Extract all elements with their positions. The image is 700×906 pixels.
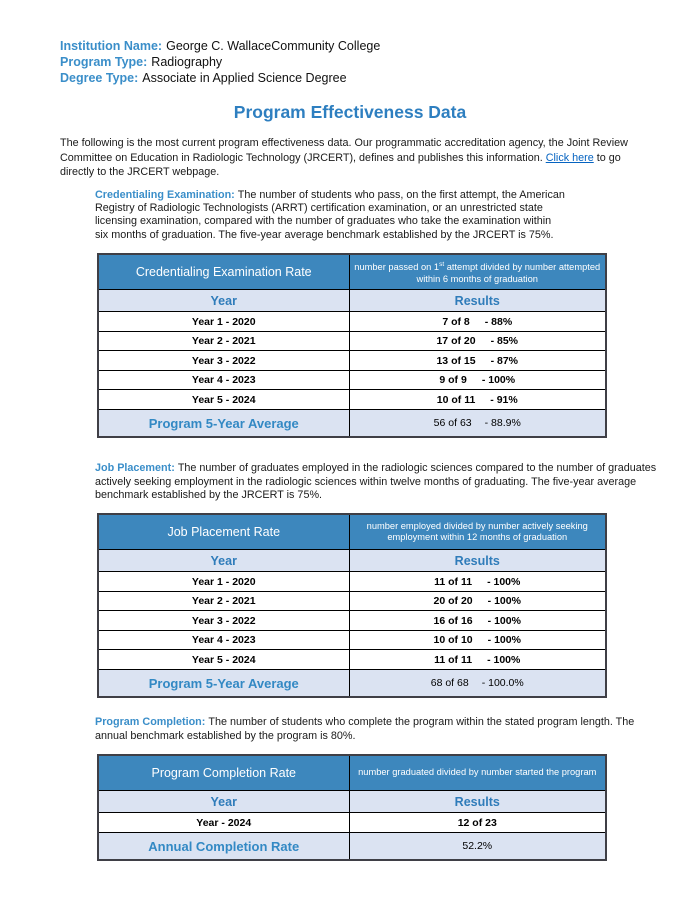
result-fraction: 16 of 16	[433, 614, 473, 627]
result-percent: - 100.0%	[481, 677, 524, 690]
superscript-st: st	[439, 260, 445, 268]
result-percent: - 100%	[481, 374, 516, 387]
table-row	[98, 390, 606, 410]
institution-name-line	[60, 38, 700, 54]
five-year-average-label: Program 5-Year Average	[98, 669, 349, 697]
annual-completion-rate-result: 52.2%	[349, 832, 606, 860]
credentialing-section-label: Credentialing Examination:	[95, 188, 235, 201]
table-row	[98, 331, 606, 351]
job-placement-table-title: Job Placement Rate	[98, 514, 349, 550]
result-fraction: 7 of 8	[442, 315, 470, 328]
year-cell: Year 5 - 2024	[98, 650, 349, 670]
credentialing-table	[97, 253, 607, 439]
result-fraction: 10 of 10	[433, 634, 473, 647]
credentialing-section-paragraph	[95, 189, 565, 242]
credentialing-average-row	[98, 409, 606, 437]
completion-section-paragraph	[95, 716, 661, 743]
result-percent: - 88%	[484, 315, 513, 328]
degree-type-label: Degree Type:	[60, 71, 139, 85]
job-placement-average-row	[98, 669, 606, 697]
result-cell	[349, 390, 606, 410]
year-cell: Year - 2024	[98, 813, 349, 833]
result-cell	[349, 351, 606, 371]
result-percent: - 100%	[487, 575, 521, 588]
five-year-average-result	[349, 669, 606, 697]
year-cell: Year 4 - 2023	[98, 630, 349, 650]
result-fraction: 20 of 20	[433, 595, 473, 608]
result-fraction: 9 of 9	[439, 374, 467, 387]
completion-section-label: Program Completion:	[95, 716, 206, 729]
table-row	[98, 611, 606, 631]
result-percent: - 100%	[487, 614, 521, 627]
jrcert-webpage-link[interactable]: Click here	[545, 151, 594, 164]
result-fraction: 68 of 68	[430, 677, 469, 690]
completion-subheader-row	[98, 791, 606, 813]
credentialing-table-header-row	[98, 254, 606, 290]
job-placement-section-paragraph	[95, 462, 661, 502]
result-percent: - 88.9%	[484, 417, 521, 430]
result-fraction: 17 of 20	[436, 335, 476, 348]
completion-table-header-row	[98, 755, 606, 791]
institution-name-label: Institution Name:	[60, 39, 163, 53]
year-cell: Year 2 - 2021	[98, 331, 349, 351]
result-percent: - 91%	[490, 393, 518, 406]
result-cell	[349, 331, 606, 351]
result-cell	[349, 650, 606, 670]
job-placement-subheader-row	[98, 550, 606, 572]
year-cell: Year 1 - 2020	[98, 572, 349, 592]
result-percent: - 100%	[487, 634, 521, 647]
result-percent: - 85%	[490, 335, 519, 348]
job-placement-table-formula: number employed divided by number actively seeking employment within 12 months of graduation	[349, 514, 606, 550]
result-cell	[349, 572, 606, 592]
completion-year-header: Year	[98, 791, 349, 813]
result-percent: - 100%	[487, 653, 521, 666]
result-cell: 12 of 23	[349, 813, 606, 833]
credentialing-subheader-row	[98, 290, 606, 312]
intro-text-after-link: to go directly to the JRCERT webpage.	[60, 151, 621, 179]
year-cell: Year 1 - 2020	[98, 312, 349, 332]
year-cell: Year 3 - 2022	[98, 351, 349, 371]
job-placement-year-header: Year	[98, 550, 349, 572]
page-title: Program Effectiveness Data	[233, 102, 467, 122]
completion-table	[97, 754, 607, 862]
year-cell: Year 2 - 2021	[98, 591, 349, 611]
job-placement-section-label: Job Placement:	[95, 462, 175, 475]
job-placement-section-description: The number of graduates employed in the radiologic sciences compared to the number of graduates actively seeking employment in the radiologic sciences within twelve months of graduating. The five-year average benchmark established by the JRCERT is 75%.	[95, 462, 657, 501]
result-cell	[349, 611, 606, 631]
five-year-average-result	[349, 409, 606, 437]
program-type-label: Program Type:	[60, 55, 148, 69]
year-cell: Year 3 - 2022	[98, 611, 349, 631]
job-placement-table-header-row	[98, 514, 606, 550]
completion-results-header: Results	[349, 791, 606, 813]
year-cell: Year 4 - 2023	[98, 370, 349, 390]
table-row	[98, 650, 606, 670]
completion-table-formula: number graduated divided by number started the program	[349, 755, 606, 791]
result-percent: - 87%	[490, 354, 519, 367]
result-percent: - 100%	[487, 595, 521, 608]
intro-paragraph	[60, 136, 652, 180]
table-row	[98, 572, 606, 592]
table-row	[98, 813, 606, 833]
credentialing-table-formula: number passed on 1st attempt divided by number attempted within 6 months of graduation	[349, 254, 606, 290]
table-row	[98, 312, 606, 332]
job-placement-table	[97, 513, 607, 699]
credentialing-year-header: Year	[98, 290, 349, 312]
credentialing-results-header: Results	[349, 290, 606, 312]
result-cell	[349, 630, 606, 650]
five-year-average-label: Program 5-Year Average	[98, 409, 349, 437]
job-placement-results-header: Results	[349, 550, 606, 572]
credentialing-table-title: Credentialing Examination Rate	[98, 254, 349, 290]
table-row	[98, 370, 606, 390]
result-cell	[349, 370, 606, 390]
completion-section-description: The number of students who complete the program within the stated program length. The annual benchmark established by the program is 80%.	[95, 716, 635, 742]
table-row	[98, 351, 606, 371]
completion-table-title: Program Completion Rate	[98, 755, 349, 791]
result-fraction: 13 of 15	[436, 354, 476, 367]
result-fraction: 56 of 63	[433, 417, 472, 430]
degree-type-value: Associate in Applied Science Degree	[142, 71, 347, 85]
result-fraction: 11 of 11	[434, 653, 473, 666]
program-type-value: Radiography	[151, 55, 223, 69]
result-fraction: 11 of 11	[434, 575, 473, 588]
annual-completion-rate-label: Annual Completion Rate	[98, 832, 349, 860]
document-meta	[60, 38, 700, 86]
program-type-line	[60, 54, 700, 70]
year-cell: Year 5 - 2024	[98, 390, 349, 410]
table-row	[98, 591, 606, 611]
institution-name-value: George C. WallaceCommunity College	[166, 39, 381, 53]
result-cell	[349, 591, 606, 611]
annual-completion-rate-row	[98, 832, 606, 860]
intro-text-before-link: The following is the most current program effectiveness data. Our programmatic accreditation agency, the Joint Review Committee on Education in Radiologic Technology (JRCERT), defines and publishes this information.	[60, 137, 628, 164]
result-fraction: 10 of 11	[436, 393, 476, 406]
table-row	[98, 630, 606, 650]
result-cell	[349, 312, 606, 332]
degree-type-line	[60, 70, 700, 86]
credentialing-section-description: The number of students who pass, on the first attempt, the American Registry of Radiologic Technologists (ARRT) certification examination, or an unrestricted state licensing examination, compared with the number of graduates who take the examination within six months of graduation. The five-year average benchmark established by the JRCERT is 75%.	[95, 188, 565, 241]
